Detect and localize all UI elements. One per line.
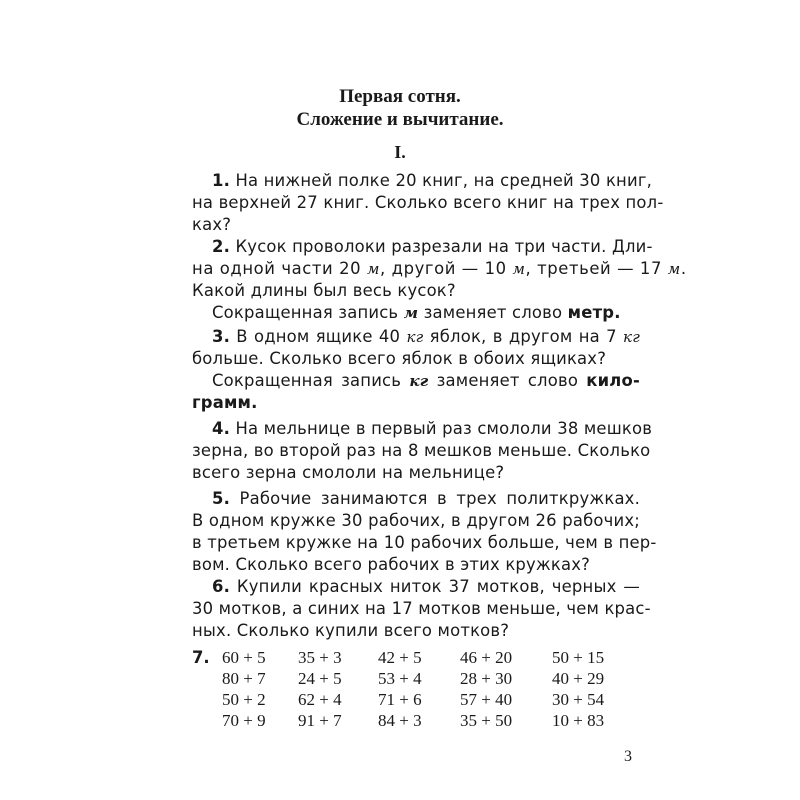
unit-label: кг <box>623 328 640 346</box>
problem-4 <box>192 418 653 484</box>
unit-label: м <box>366 260 381 278</box>
exercise-cell: 24 + 5 <box>298 669 342 688</box>
exercise-cell: 35 + 50 <box>460 711 513 730</box>
problem-text: в третьем кружке на 10 рабочих больше, чем в пер- <box>192 533 657 552</box>
problem-number: 3. <box>212 327 231 346</box>
unit-label: кг <box>406 328 424 346</box>
problem-text: В одном ящике 40 <box>236 327 401 346</box>
exercise-cell: 30 + 54 <box>552 690 605 709</box>
problem-3 <box>192 326 640 414</box>
problem-text: ках? <box>192 215 232 234</box>
unit-label: м <box>512 260 526 278</box>
exercise-cell: 70 + 9 <box>222 711 266 730</box>
problem-text: вом. Сколько всего рабочих в этих кружках? <box>192 555 591 574</box>
exercise-cell: 62 + 4 <box>298 690 342 709</box>
exercise-cell: 35 + 3 <box>298 648 342 667</box>
problem-number: 1. <box>212 171 231 190</box>
problem-text: на одной части 20 <box>192 259 362 278</box>
exercise-cell: 50 + 2 <box>222 690 266 709</box>
exercise-cell: 71 + 6 <box>378 690 422 709</box>
exercise-cell: 28 + 30 <box>460 669 513 688</box>
problem-number: 4. <box>212 419 231 438</box>
page-number: 3 <box>624 748 632 765</box>
problem-5 <box>192 488 657 576</box>
abbreviation-note: Сокращенная запись кг заменяет слово кило- <box>212 371 640 390</box>
problem-1 <box>192 170 664 236</box>
problem-text: 30 мотков, а синих на 17 мотков меньше, чем крас- <box>192 599 651 618</box>
problem-number: 5. <box>212 489 231 508</box>
problem-text: На мельнице в первый раз смололи 38 мешков <box>235 419 653 438</box>
problem-text: . <box>680 259 687 278</box>
abbreviation-note: грамм. <box>192 393 258 412</box>
problem-number: 6. <box>212 577 231 596</box>
problem-text: Кусок проволоки разрезали на три части. Дли- <box>235 237 653 256</box>
problem-text: Рабочие занимаются в трех политкружках. <box>239 489 640 508</box>
problem-text: больше. Сколько всего яблок в обоих ящиках? <box>192 349 607 368</box>
chapter-title: Первая сотня. <box>339 86 461 107</box>
exercise-cell: 40 + 29 <box>552 669 605 688</box>
exercise-cell: 50 + 15 <box>552 648 605 667</box>
problem-6 <box>192 576 651 642</box>
exercise-cell: 53 + 4 <box>378 669 422 688</box>
problem-text: на верхней 27 книг. Сколько всего книг на трех пол- <box>192 193 664 212</box>
exercise-cell: 84 + 3 <box>378 711 422 730</box>
problem-text: На нижней полке 20 книг, на средней 30 книг, <box>235 171 653 190</box>
problem-text: Купили красных ниток 37 мотков, черных — <box>236 577 640 596</box>
problem-2 <box>192 236 687 324</box>
chapter-subtitle: Сложение и вычитание. <box>296 109 504 130</box>
problem-number: 2. <box>212 237 231 256</box>
section-number: I. <box>394 142 406 162</box>
exercise-cell: 42 + 5 <box>378 648 422 667</box>
abbreviation-note: Сокращенная запись м заменяет слово метр. <box>212 303 621 322</box>
exercise-cell: 80 + 7 <box>222 669 266 688</box>
problem-text: В одном кружке 30 рабочих, в другом 26 рабочих; <box>192 511 640 530</box>
exercise-cell: 91 + 7 <box>298 711 342 730</box>
problem-text: , третьей — 17 <box>525 259 662 278</box>
problem-text: Какой длины был весь кусок? <box>192 281 456 300</box>
exercise-cell: 46 + 20 <box>460 648 513 667</box>
unit-label: м <box>667 260 681 278</box>
problem-number: 7. <box>192 648 210 667</box>
exercise-cell: 10 + 83 <box>552 711 605 730</box>
problem-text: зерна, во второй раз на 8 мешков меньше. Сколько <box>192 441 651 460</box>
problem-text: , другой — 10 <box>380 259 507 278</box>
exercise-cell: 57 + 40 <box>460 690 513 709</box>
problem-text: всего зерна смололи на мельнице? <box>192 463 505 482</box>
problem-text: ных. Сколько купили всего мотков? <box>192 621 510 640</box>
exercise-cell: 60 + 5 <box>222 648 266 667</box>
problem-text: яблок, в другом на 7 <box>429 327 617 346</box>
